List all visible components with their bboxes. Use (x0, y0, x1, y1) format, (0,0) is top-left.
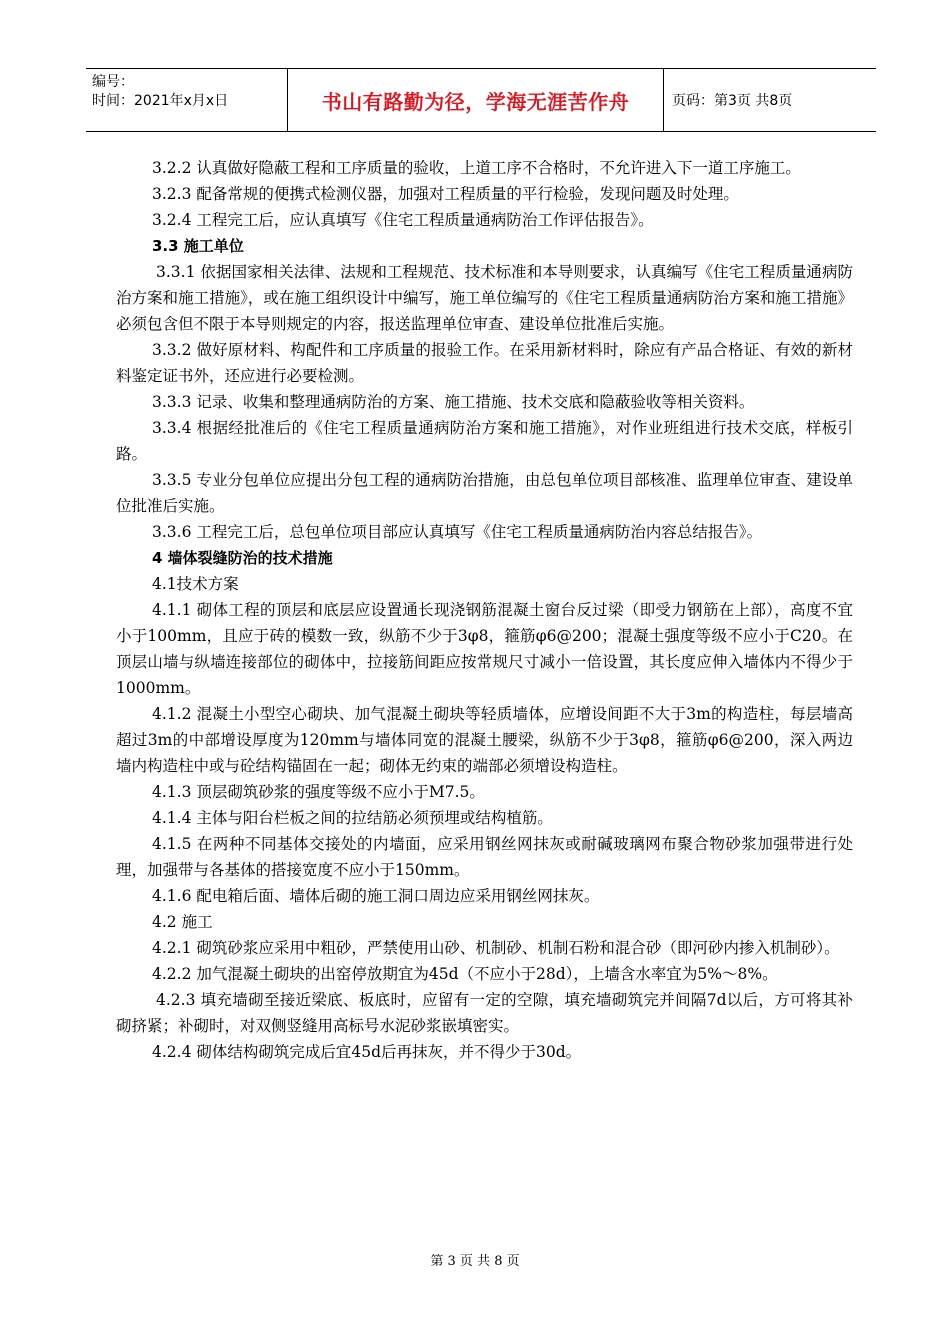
paragraph-4-2-4: 4.2.4 砌体结构砌筑完成后宜45d后再抹灰，并不得少于30d。 (152, 1043, 582, 1061)
paragraph-4-1-4: 4.1.4 主体与阳台栏板之间的拉结筋必须预埋或结构植筋。 (152, 809, 553, 827)
document-date: 时间：2021年x月x日 (92, 93, 229, 109)
page-footer: 第 3 页 共 8 页 (430, 1254, 520, 1269)
paragraph-4-2-3: 4.2.3 填充墙砌至接近梁底、板底时，应留有一定的空隙，填充墙砌筑完并间隔7d以后，方可将其补砌挤紧；补砌时，对双侧竖缝用高标号水泥砂浆嵌填密实。 (116, 991, 853, 1035)
paragraph-3-2-2: 3.2.2 认真做好隐蔽工程和工序质量的验收，上道工序不合格时，不允许进入下一道工序施工。 (152, 159, 801, 177)
paragraph-3-3-1: 3.3.1 依据国家相关法律、法规和工程规范、技术标准和本导则要求，认真编写《住宅工程质量通病防治方案和施工措施》，或在施工组织设计中编写，施工单位编写的《住宅工程质量通病防治方案和施工措施》必须包含但不限于本导则规定的内容，报送监理单位审查、建设单位批准后实施。 (116, 263, 853, 333)
header-meta (86, 69, 288, 131)
header-motto: 书山有路勤为径，学海无涯苦作舟 (288, 69, 664, 131)
paragraph-3-3-6: 3.3.6 工程完工后，总包单位项目部应认真填写《住宅工程质量通病防治内容总结报告》。 (152, 523, 763, 541)
document-number: 编号： (92, 74, 134, 90)
header-page-number: 页码：第3页 共8页 (672, 93, 793, 109)
paragraph-4-1-5: 4.1.5 在两种不同基体交接处的内墙面，应采用钢丝网抹灰或耐碱玻璃网布聚合物砂浆加强带进行处理，加强带与各基体的搭接宽度不应小于150mm。 (116, 835, 853, 879)
subsection-heading-4-1: 4.1技术方案 (152, 575, 239, 593)
paragraph-3-2-3: 3.2.3 配备常规的便携式检测仪器，加强对工程质量的平行检验，发现问题及时处理。 (152, 185, 739, 203)
paragraph-4-1-2: 4.1.2 混凝土小型空心砌块、加气混凝土砌块等轻质墙体，应增设间距不大于3m的构造柱，每层墙高超过3m的中部增设厚度为120mm与墙体同宽的混凝土腰梁，纵筋不少于3φ8，箍筋φ6@200，深入两边墙内构造柱中或与砼结构锚固在一起；砌体无约束的端部必须增设构造柱。 (116, 705, 853, 775)
paragraph-3-3-5: 3.3.5 专业分包单位应提出分包工程的通病防治措施，由总包单位项目部核准、监理单位审查、建设单位批准后实施。 (116, 471, 853, 515)
document-body (116, 155, 853, 1065)
paragraph-4-1-1: 4.1.1 砌体工程的顶层和底层应设置通长现浇钢筋混凝土窗台反过梁（即受力钢筋在上部），高度不宜小于100mm，且应于砖的模数一致，纵筋不少于3φ8，箍筋φ6@200；混凝土强度等级不应小于C20。在顶层山墙与纵墙连接部位的砌体中，拉接筋间距应按常规尺寸减小一倍设置，其长度应伸入墙体内不得少于1000mm。 (116, 601, 853, 697)
paragraph-4-2-2: 4.2.2 加气混凝土砌块的出窑停放期宜为45d（不应小于28d），上墙含水率宜为5%～8%。 (152, 965, 778, 983)
section-heading-4: 4 墙体裂缝防治的技术措施 (152, 549, 333, 567)
paragraph-4-2-1: 4.2.1 砌筑砂浆应采用中粗砂，严禁使用山砂、机制砂、机制石粉和混合砂（即河砂内掺入机制砂）。 (152, 939, 840, 957)
paragraph-3-2-4: 3.2.4 工程完工后，应认真填写《住宅工程质量通病防治工作评估报告》。 (152, 211, 654, 229)
page-header (86, 68, 876, 132)
paragraph-4-1-6: 4.1.6 配电箱后面、墙体后砌的施工洞口周边应采用钢丝网抹灰。 (152, 887, 600, 905)
paragraph-3-3-4: 3.3.4 根据经批准后的《住宅工程质量通病防治方案和施工措施》，对作业班组进行技术交底，样板引路。 (116, 419, 853, 463)
subsection-heading-4-2: 4.2 施工 (152, 913, 213, 931)
paragraph-3-3-3: 3.3.3 记录、收集和整理通病防治的方案、施工措施、技术交底和隐蔽验收等相关资料。 (152, 393, 755, 411)
paragraph-4-1-3: 4.1.3 顶层砌筑砂浆的强度等级不应小于M7.5。 (152, 783, 485, 801)
paragraph-3-3-2: 3.3.2 做好原材料、构配件和工序质量的报验工作。在采用新材料时，除应有产品合格证、有效的新材料鉴定证书外，还应进行必要检测。 (116, 341, 853, 385)
section-heading-3-3: 3.3 施工单位 (152, 237, 244, 255)
